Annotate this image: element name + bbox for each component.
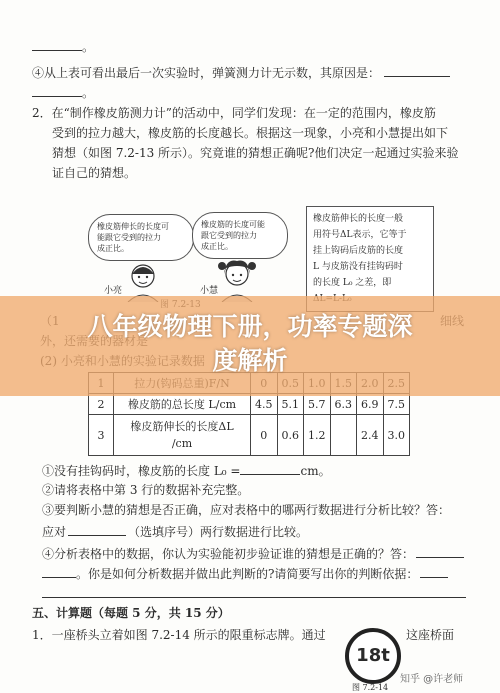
question-text: 。你是如何分析数据并做出此判断的?请简要写出你的判断依据： [76,567,419,581]
table-cell: 5.1 [277,394,304,415]
table-row [89,394,410,415]
row-label [114,415,251,456]
line-tail: 。 [82,40,95,54]
question-4-top [0,64,500,81]
box-text: L 与皮筋没有挂钩码时 [313,262,403,272]
answer-line-top [0,38,500,55]
speech-bubble-right [192,212,288,259]
answer-blank [384,64,450,77]
question-text: 应对 [42,525,67,539]
bubble-text: 橡皮筋伸长的长度可 [97,222,169,231]
answer-blank [42,565,76,578]
section-5-question-1 [0,628,500,643]
row-label: 橡皮筋的总长度 L/cm [114,394,251,415]
row-number: 3 [89,415,114,456]
question-text: ④从上表可看出最后一次实验时，弹簧测力计无示数，其原因是： [32,66,381,80]
answer-blank [416,545,464,558]
table-cell: 2.4 [357,415,384,456]
sub-question-3 [0,503,500,518]
q2-line-4 [0,166,500,181]
answer-blank [420,565,448,578]
weight-limit-sign: 18t [345,628,401,684]
table-cell: 1.2 [304,415,331,456]
q2-text: 2．在“制作橡皮筋测力计”的活动中，同学们发现：在一定的范围内，橡皮筋 [32,106,436,120]
sub-question-2 [0,483,500,498]
box-text: 用符号ΔL表示，它等于 [313,230,407,240]
bubble-text: 成正比。 [201,242,233,251]
answer-blank [240,462,300,475]
question-text: ②请将表格中第 3 行的数据补充完整。 [42,483,250,497]
question-text: （选填序号）两行数据进行比较。 [128,525,309,539]
row-number: 2 [89,394,114,415]
figure-caption: 图 7.2-14 [352,683,389,692]
answer-line [0,585,500,602]
answer-blank [32,84,82,97]
box-text: 的长度 L₀ 之差，即 [313,278,392,288]
q2-line-3 [0,146,500,161]
table-cell: 6.9 [357,394,384,415]
watermark: 知乎 @许老师 [400,674,464,685]
answer-blank [42,585,466,598]
line-tail: 。 [82,86,95,100]
speech-bubble-left [88,214,194,261]
table-cell: 3.0 [383,415,410,456]
table-cell: 6.3 [330,394,357,415]
table-cell: 5.7 [304,394,331,415]
q2-text: 证自己的猜想。 [52,166,137,180]
table-cell: 0.6 [277,415,304,456]
box-text: 挂上钩码后皮筋的长度 [313,246,404,256]
sub-question-3-answer [0,523,500,540]
question-text: 1．一座桥头立着如图 7.2-14 所示的限重标志牌。通过 [32,628,326,642]
table-cell-empty [330,415,357,456]
bubble-text: 跟它受到的拉力 [201,231,257,240]
table-row [89,415,410,456]
table-cell: 4.5 [251,394,278,415]
question-text: ①没有挂钩码时，橡皮筋的长度 L₀ = [42,464,241,478]
row-label-line: 橡皮筋伸长的长度ΔL [130,420,234,433]
question-text: ③要判断小慧的猜想是否正确，应对表格中的哪两行数据进行分析比较？答： [42,503,451,517]
sub-question-4 [0,545,500,562]
sub-question-1 [0,462,500,479]
banner-title-line: 度解析 [212,346,288,375]
question-text: cm。 [300,464,331,478]
section-5-title [0,606,500,621]
sub-question-4-answer [0,565,500,582]
q2-line-2 [0,126,500,141]
bubble-text: 成正比。 [97,244,129,253]
answer-blank [68,523,126,536]
bubble-text: 能跟它受到的拉力 [97,233,161,242]
question-text: ④分析表格中的数据，你认为实验能初步验证谁的猜想是正确的？答： [42,547,415,561]
name-label-right: 小慧 [200,286,219,296]
question-text: 这座桥面 [406,628,455,642]
table-cell: 7.5 [383,394,410,415]
row-label-line: /cm [171,437,193,450]
q2-line-1 [0,106,500,121]
answer-line [0,84,500,101]
table-cell: 0 [251,415,278,456]
q2-text: 猜想（如图 7.2-13 所示）。究竟谁的猜想正确呢?他们决定一起通过实验来验 [52,146,459,160]
section-title: 五、计算题（每题 5 分，共 15 分） [32,606,230,620]
banner-title-line: 八年级物理下册，功率专题深 [87,312,413,341]
answer-blank [32,38,82,51]
name-label-left: 小亮 [104,286,123,296]
bubble-text: 橡皮筋的长度可能 [201,220,265,229]
banner-title [0,310,500,378]
box-text: 橡皮筋伸长的长度一般 [313,214,404,224]
q2-text: 受到的拉力越大，橡皮筋的长度越长。根据这一现象，小亮和小慧提出如下 [52,126,449,140]
